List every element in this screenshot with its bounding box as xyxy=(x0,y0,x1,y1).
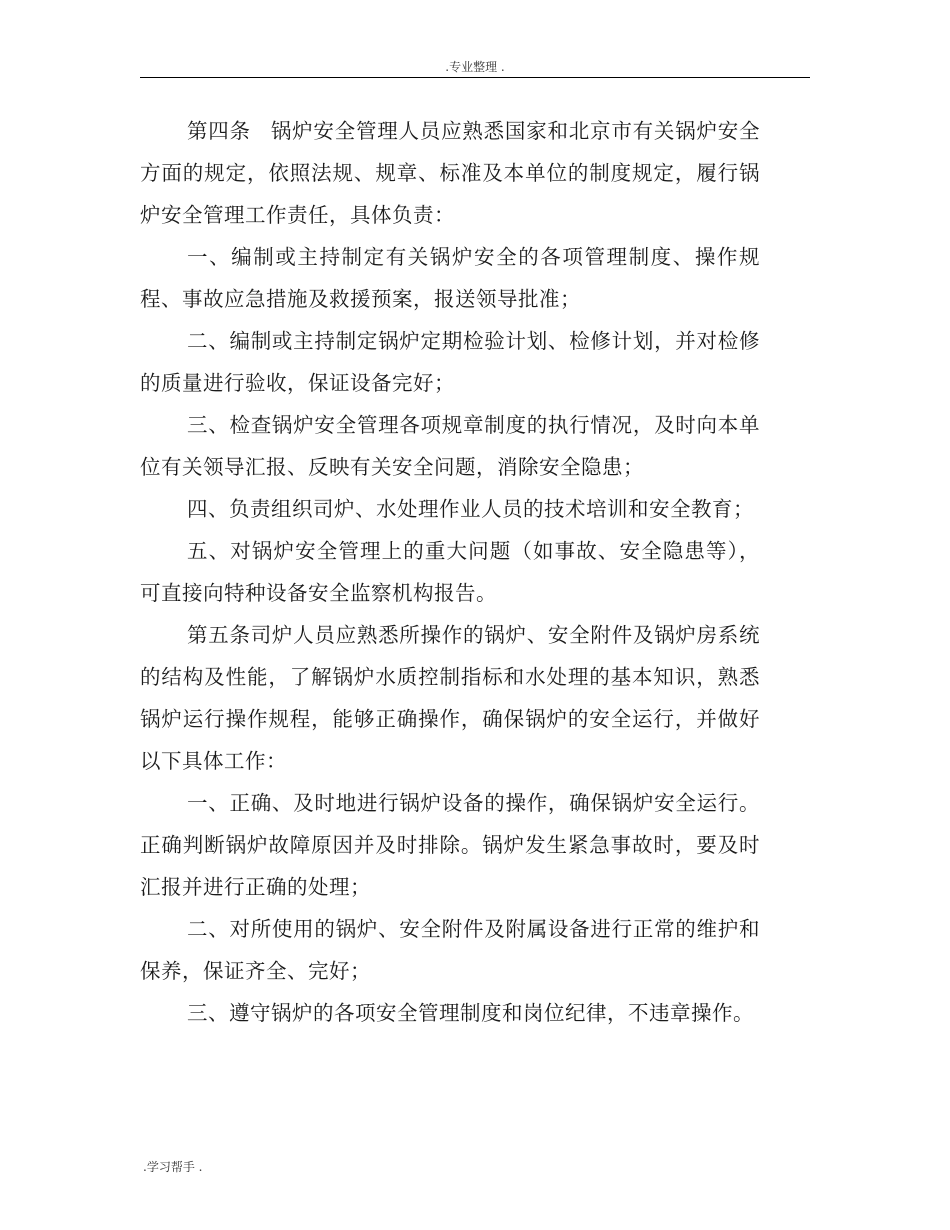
article-5-item-1: 一、正确、及时地进行锅炉设备的操作，确保锅炉安全运行。正确判断锅炉故障原因并及时排除。锅炉发生紧急事故时，要及时汇报并进行正确的处理； xyxy=(140,791,760,899)
article-4-item-1: 一、编制或主持制定有关锅炉安全的各项管理制度、操作规程、事故应急措施及救援预案，报送领导批准； xyxy=(140,245,760,311)
article-4-number: 第四条 xyxy=(187,119,251,143)
header-divider xyxy=(140,77,810,78)
page-header: .专业整理 . xyxy=(445,60,505,74)
article-5-intro: 第五条司炉人员应熟悉所操作的锅炉、安全附件及锅炉房系统的结构及性能，了解锅炉水质控制指标和水处理的基本知识，熟悉锅炉运行操作规程，能够正确操作，确保锅炉的安全运行，并做好以下具体工作： xyxy=(140,623,760,773)
article-5-item-2: 二、对所使用的锅炉、安全附件及附属设备进行正常的维护和保养，保证齐全、完好； xyxy=(140,917,760,983)
article-4-item-2: 二、编制或主持制定锅炉定期检验计划、检修计划，并对检修的质量进行验收，保证设备完好； xyxy=(140,329,760,395)
document-body xyxy=(140,110,760,1034)
article-4-intro xyxy=(140,110,760,236)
article-5-item-3: 三、遵守锅炉的各项安全管理制度和岗位纪律，不违章操作。 xyxy=(187,1001,754,1025)
article-4-item-4: 四、负责组织司炉、水处理作业人员的技术培训和安全教育； xyxy=(187,497,754,521)
article-4-item-3: 三、检查锅炉安全管理各项规章制度的执行情况，及时向本单位有关领导汇报、反映有关安全问题，消除安全隐患； xyxy=(140,413,760,479)
article-4-text: 锅炉安全管理人员应熟悉国家和北京市有关锅炉安全方面的规定，依照法规、规章、标准及本单位的制度规定，履行锅炉安全管理工作责任，具体负责： xyxy=(140,119,761,227)
article-4-item-5: 五、对锅炉安全管理上的重大问题（如事故、安全隐患等），可直接向特种设备安全监察机构报告。 xyxy=(140,539,760,605)
page-footer: .学习帮手 . xyxy=(143,1160,203,1174)
